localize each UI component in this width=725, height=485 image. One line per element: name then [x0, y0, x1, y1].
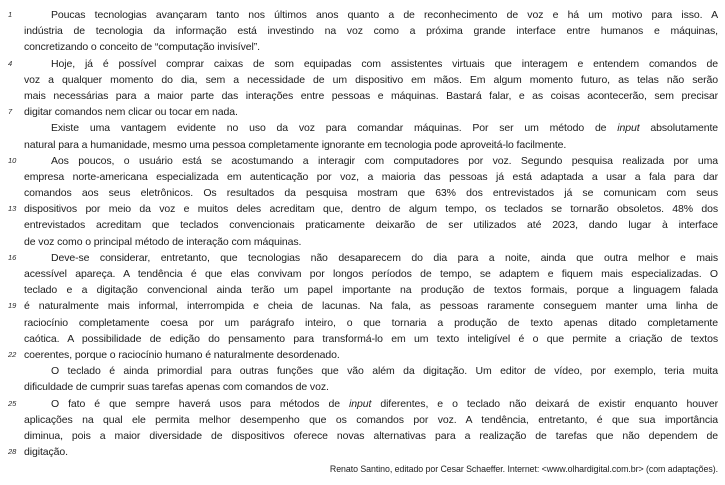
text-segment: caótica. A possibilidade de edição do pensamento para transformá-lo em um texto inteligível é o que permite a criação de textos — [24, 332, 718, 345]
text-line — [8, 396, 718, 412]
text-segment: coerentes, porque o raciocínio humano é naturalmente desordenado. — [24, 348, 340, 361]
text-body — [8, 7, 718, 460]
text-segment: é naturalmente mais informal, interrompida e cheia de lacunas. Na fala, as pessoas raramente conseguem manter uma linha de — [24, 300, 718, 313]
text-line — [8, 104, 718, 120]
text-line — [8, 56, 718, 72]
text-line — [8, 7, 718, 23]
text-segment: Hoje, já é possível comprar caixas de som equipadas com assistentes virtuais que interagem e entendem comandos de — [51, 57, 718, 70]
line-number: 4 — [8, 58, 13, 68]
text-line — [24, 266, 718, 282]
text-line — [24, 137, 718, 153]
text-segment: digitar comandos nem clicar ou tocar em nada. — [24, 106, 238, 119]
text-segment: dificuldade de cumprir suas tarefas apenas com comandos de voz. — [24, 381, 329, 394]
text-segment: voz a qualquer momento do dia, sem a necessidade de um dispositivo em mãos. Em algum momento futuro, as telas não serão — [24, 73, 718, 86]
text-line — [24, 185, 718, 201]
line-number: 22 — [8, 349, 17, 359]
text-line — [24, 428, 718, 444]
text-segment: raciocínio completamente coesa por um parágrafo inteiro, o que tornaria a produção de texto apenas ditado completamente — [24, 316, 718, 329]
text-segment: entrevistados acreditam que teclados convencionais praticamente deixarão de ser utilizados até 2023, dando lugar à interface — [24, 219, 718, 232]
text-line — [24, 217, 718, 233]
text-line — [24, 234, 718, 250]
text-line — [24, 23, 718, 39]
text-line — [24, 363, 718, 379]
text-line — [8, 347, 718, 363]
italic-term: input — [617, 122, 640, 135]
text-segment: diminua, pois a maior diversidade de dispositivos oferece novas alternativas para a realização de tarefas que não dependem de — [24, 429, 718, 442]
text-line — [24, 39, 718, 55]
text-segment: Aos poucos, o usuário está se acostumando a interagir com computadores por voz. Segundo pesquisa realizada por uma — [51, 154, 718, 167]
text-segment: Deve-se considerar, entretanto, que tecnologias não desaparecem do dia para a noite, ainda que outra melhor e mais — [51, 251, 718, 264]
text-segment: O teclado é ainda primordial para outras funções que vão além da digitação. Um editor de vídeo, por exemplo, teria muita — [51, 365, 718, 378]
text-line — [8, 250, 718, 266]
line-number: 7 — [8, 107, 13, 117]
citation: Renato Santino, editado por Cesar Schaeffer. Internet: <www.olhardigital.com.br> (com adaptações). — [329, 464, 718, 475]
text-segment: acessível apareça. A tendência é que elas convivam por longos períodos de tempo, se adaptem e fiquem mais especializadas. O — [24, 268, 718, 280]
text-segment: O fato é que sempre haverá usos para métodos de — [51, 397, 349, 410]
text-segment: concretizando o conceito de “computação invisível”. — [24, 41, 260, 54]
text-segment: Existe uma vantagem evidente no uso da voz para comandar máquinas. Por ser um método de — [51, 122, 618, 135]
text-line — [8, 201, 718, 217]
line-number: 1 — [8, 10, 13, 19]
text-line — [24, 315, 718, 331]
text-segment: Poucas tecnologias avançaram tanto nos últimos anos quanto a de reconhecimento de voz e há um motivo para isso. A — [51, 9, 718, 21]
line-number: 13 — [8, 204, 17, 214]
text-line — [24, 412, 718, 428]
text-segment: digitação. — [24, 446, 68, 459]
text-line — [8, 444, 718, 460]
line-number: 25 — [8, 398, 17, 408]
text-segment: de voz como o principal método de interação com máquinas. — [24, 235, 302, 248]
text-line — [24, 72, 718, 88]
text-line — [24, 331, 718, 347]
text-segment: natural para a humanidade, mesmo uma pessoa completamente ignorante em tecnologia pode aproveitá-lo facilmente. — [24, 138, 567, 151]
text-segment: teclado e a digitação convencional ainda terão um papel importante na produção de textos formais, porque a linguagem falada — [24, 284, 718, 297]
line-number: 16 — [8, 252, 17, 262]
text-segment: dispositivos por meio da voz e muitos deles acreditam que, dentro de algum tempo, os teclados se tornarão obsoletos. 48% dos — [24, 203, 718, 216]
text-segment: mais necessárias para a maior parte das interações entre pessoas e máquinas. Bastará falar, e as coisas acontecerão, sem precisar — [24, 89, 718, 102]
text-line — [24, 282, 718, 298]
text-line — [24, 169, 718, 185]
text-segment: absolutamente — [639, 122, 718, 135]
text-segment: indústria de tecnologia da informação está investindo na voz como a próxima grande interface entre humanos e máquinas, — [24, 25, 718, 38]
italic-term: input — [349, 397, 372, 410]
text-segment: aplicações na qual ele permita melhor desempenho que os comandos por voz. A tendência, entretanto, é que sua importância — [24, 413, 718, 426]
line-number: 19 — [8, 301, 17, 311]
text-line — [8, 298, 718, 314]
line-number: 10 — [8, 155, 17, 165]
text-segment: diferentes, e o teclado não deixará de existir enquanto houver — [371, 397, 718, 410]
text-line — [24, 88, 718, 104]
text-segment: empresa norte-americana especializada em autenticação por voz, a maioria das pessoas já está adaptada a usar a fala para dar — [24, 170, 718, 183]
text-line — [8, 153, 718, 169]
text-line — [24, 379, 718, 395]
text-line — [24, 120, 718, 136]
text-segment: comandos aos seus eletrônicos. Os resultados da pesquisa mostram que 63% dos entrevistados já se comunicam com seus — [24, 187, 718, 200]
line-number: 28 — [8, 447, 17, 457]
